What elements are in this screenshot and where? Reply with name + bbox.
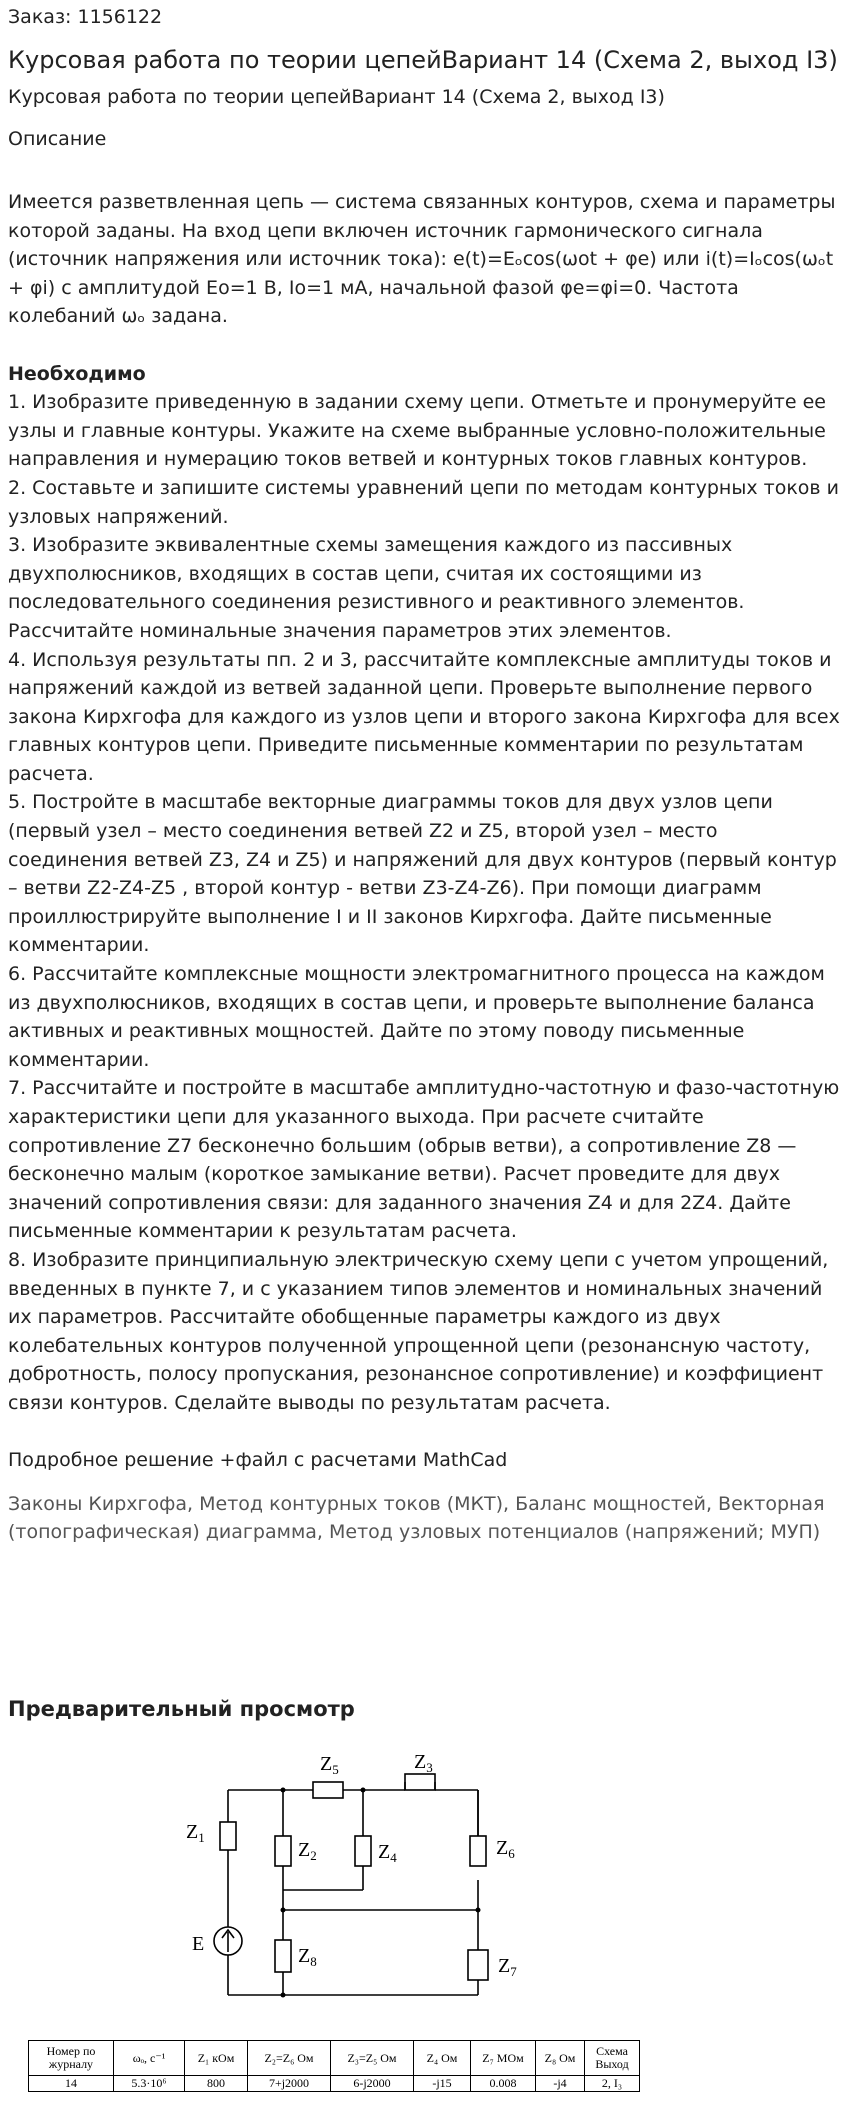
resistor-z4: [355, 1836, 371, 1866]
resistor-z3: [405, 1774, 435, 1790]
table-header-cell: Z₇ МОм: [471, 2041, 536, 2076]
table-cell: 2, I₃: [585, 2076, 640, 2092]
table-row: [29, 2076, 640, 2092]
intro-text: Имеется разветвленная цепь — система связанных контуров, схема и параметры которой заданы. На вход цепи включен источник гармонического сигнала (источник напряжения или источник тока): e(t)=Eₒcos(ωоt + φe) или i(t)=Iₒcos(ωₒt + φi) с амплитудой Eо=1 В, Iо=1 мА, начальной фазой φe=φi=0. Частота колебаний ωₒ задана.: [8, 191, 842, 328]
table-header-cell: Z₄ Ом: [414, 2041, 471, 2076]
table-header-cell: Z₃=Z₅ Ом: [331, 2041, 414, 2076]
table-header-row: [29, 2041, 640, 2076]
table-header-cell: ωₒ, с⁻¹: [114, 2041, 185, 2076]
table-cell: 0.008: [471, 2076, 536, 2092]
label-z3: $Z_3$: [414, 1751, 433, 1775]
label-z6: $Z_6$: [496, 1837, 515, 1861]
table-header-cell: Схема Выход: [585, 2041, 640, 2076]
order-number: Заказ: 1156122: [8, 6, 163, 28]
table-cell: 800: [185, 2076, 248, 2092]
label-z7: $Z_7$: [498, 1955, 517, 1979]
table-header-cell: Z₂=Z₆ Ом: [248, 2041, 331, 2076]
table-cell: 5.3·10⁶: [114, 2076, 185, 2092]
resistor-z8: [275, 1940, 291, 1972]
tag-link[interactable]: Метод контурных токов (МКТ): [199, 1493, 504, 1515]
solution-note: Подробное решение +файл с расчетами MathCad: [8, 1449, 508, 1472]
parameters-table: [28, 2040, 640, 2092]
label-z8: $Z_8$: [298, 1945, 317, 1969]
label-z4: $Z_4$: [378, 1841, 397, 1865]
label-z5: $Z_5$: [320, 1753, 339, 1777]
table-cell: -j4: [536, 2076, 585, 2092]
label-z1: $Z_1$: [186, 1821, 205, 1845]
label-z2: $Z_2$: [298, 1839, 317, 1863]
description-body: [8, 188, 842, 1475]
table-cell: 6-j2000: [331, 2076, 414, 2092]
tag-link[interactable]: Законы Кирхгофа: [8, 1493, 188, 1515]
tag-link[interactable]: Баланс мощностей: [515, 1493, 706, 1515]
description-heading: Описание: [8, 128, 107, 150]
table-cell: 14: [29, 2076, 114, 2092]
resistor-z5: [313, 1782, 343, 1798]
tag-list: Законы Кирхгофа, Метод контурных токов (МКТ), Баланс мощностей, Векторная (топографическая) диаграмма, Метод узловых потенциалов (напряжений; МУП): [8, 1493, 825, 1543]
table-header-cell: Z₈ Ом: [536, 2041, 585, 2076]
required-heading: Необходимо: [8, 362, 146, 385]
circuit-scheme: [178, 1740, 618, 2012]
table-header-cell: Z₁ кОм: [185, 2041, 248, 2076]
table-header-cell: Номер по журналу: [29, 2041, 114, 2076]
resistor-z1: [220, 1822, 236, 1850]
page-title: Курсовая работа по теории цепейВариант 14 (Схема 2, выход I3): [8, 46, 838, 74]
resistor-z2: [275, 1836, 291, 1866]
table-cell: 7+j2000: [248, 2076, 331, 2092]
tag-link[interactable]: Метод узловых потенциалов (напряжений; МУП): [329, 1521, 821, 1543]
task-list: 1. Изобразите приведенную в задании схему цепи. Отметьте и пронумеруйте ее узлы и главные контуры. Укажите на схеме выбранные условно-положительные направления и нумерацию токов ветвей и контурных токов главных контуров. 2. Составьте и запишите системы уравнений цепи по методам контурных токов и узловых напряжений. 3. Изобразите эквивалентные схемы замещения каждого из пассивных двухполюсников, входящих в состав цепи, считая их состоящими из последовательного соединения резистивного и реактивного элементов. Рассчитайте номинальные значения параметров этих элементов. 4. Используя результаты пп. 2 и 3, рассчитайте комплексные амплитуды токов и напряжений каждой из ветвей заданной цепи. Проверьте выполнение первого закона Кирхгофа для каждого из узлов цепи и второго закона Кирхгофа для всех главных контуров цепи. Приведите письменные комментарии по результатам расчета. 5. Постройте в масштабе векторные диаграммы токов для двух узлов цепи (первый узел – место соединения ветвей Z2 и Z5, второй узел – место соединения ветвей Z3, Z4 и Z5) и напряжений для двух контуров (первый контур – ветви Z2-Z4-Z5 , второй контур - ветви Z3-Z4-Z6). При помощи диаграмм проиллюстрируйте выполнение I и II законов Кирхгофа. Дайте письменные комментарии. 6. Рассчитайте комплексные мощности электромагнитного процесса на каждом из двухполюсников, входящих в состав цепи, и проверьте выполнение баланса активных и реактивных мощностей. Дайте по этому поводу письменные комментарии. 7. Рассчитайте и постройте в масштабе амплитудно-частотную и фазо-частотную характеристики цепи для указанного выхода. При расчете считайте сопротивление Z7 бесконечно большим (обрыв ветви), а сопротивление Z8 — бесконечно малым (короткое замыкание ветви). Расчет проведите для двух значений сопротивления связи: для заданного значения Z4 и для 2Z4. Дайте письменные комментарии к результатам расчета. 8. Изобразите принципиальную электрическую схему цепи с учетом упрощений, введенных в пункте 7, и с указанием типов элементов и номинальных значений их параметров. Рассчитайте обобщенные параметры каждого из двух колебательных контуров полученной упрощенной цепи (резонансную частоту, добротность, полосу пропускания, резонансное сопротивление) и коэффициент связи контуров. Сделайте выводы по результатам расчета.: [8, 391, 840, 1414]
tag-link[interactable]: Векторная (топографическая) диаграмма: [8, 1493, 825, 1543]
table-cell: -j15: [414, 2076, 471, 2092]
label-source: E: [192, 1933, 205, 1955]
resistor-z7: [468, 1950, 488, 1980]
page-subtitle: Курсовая работа по теории цепейВариант 14 (Схема 2, выход I3): [8, 86, 665, 108]
resistor-z6: [470, 1836, 486, 1866]
preview-heading: Предварительный просмотр: [8, 1697, 355, 1721]
